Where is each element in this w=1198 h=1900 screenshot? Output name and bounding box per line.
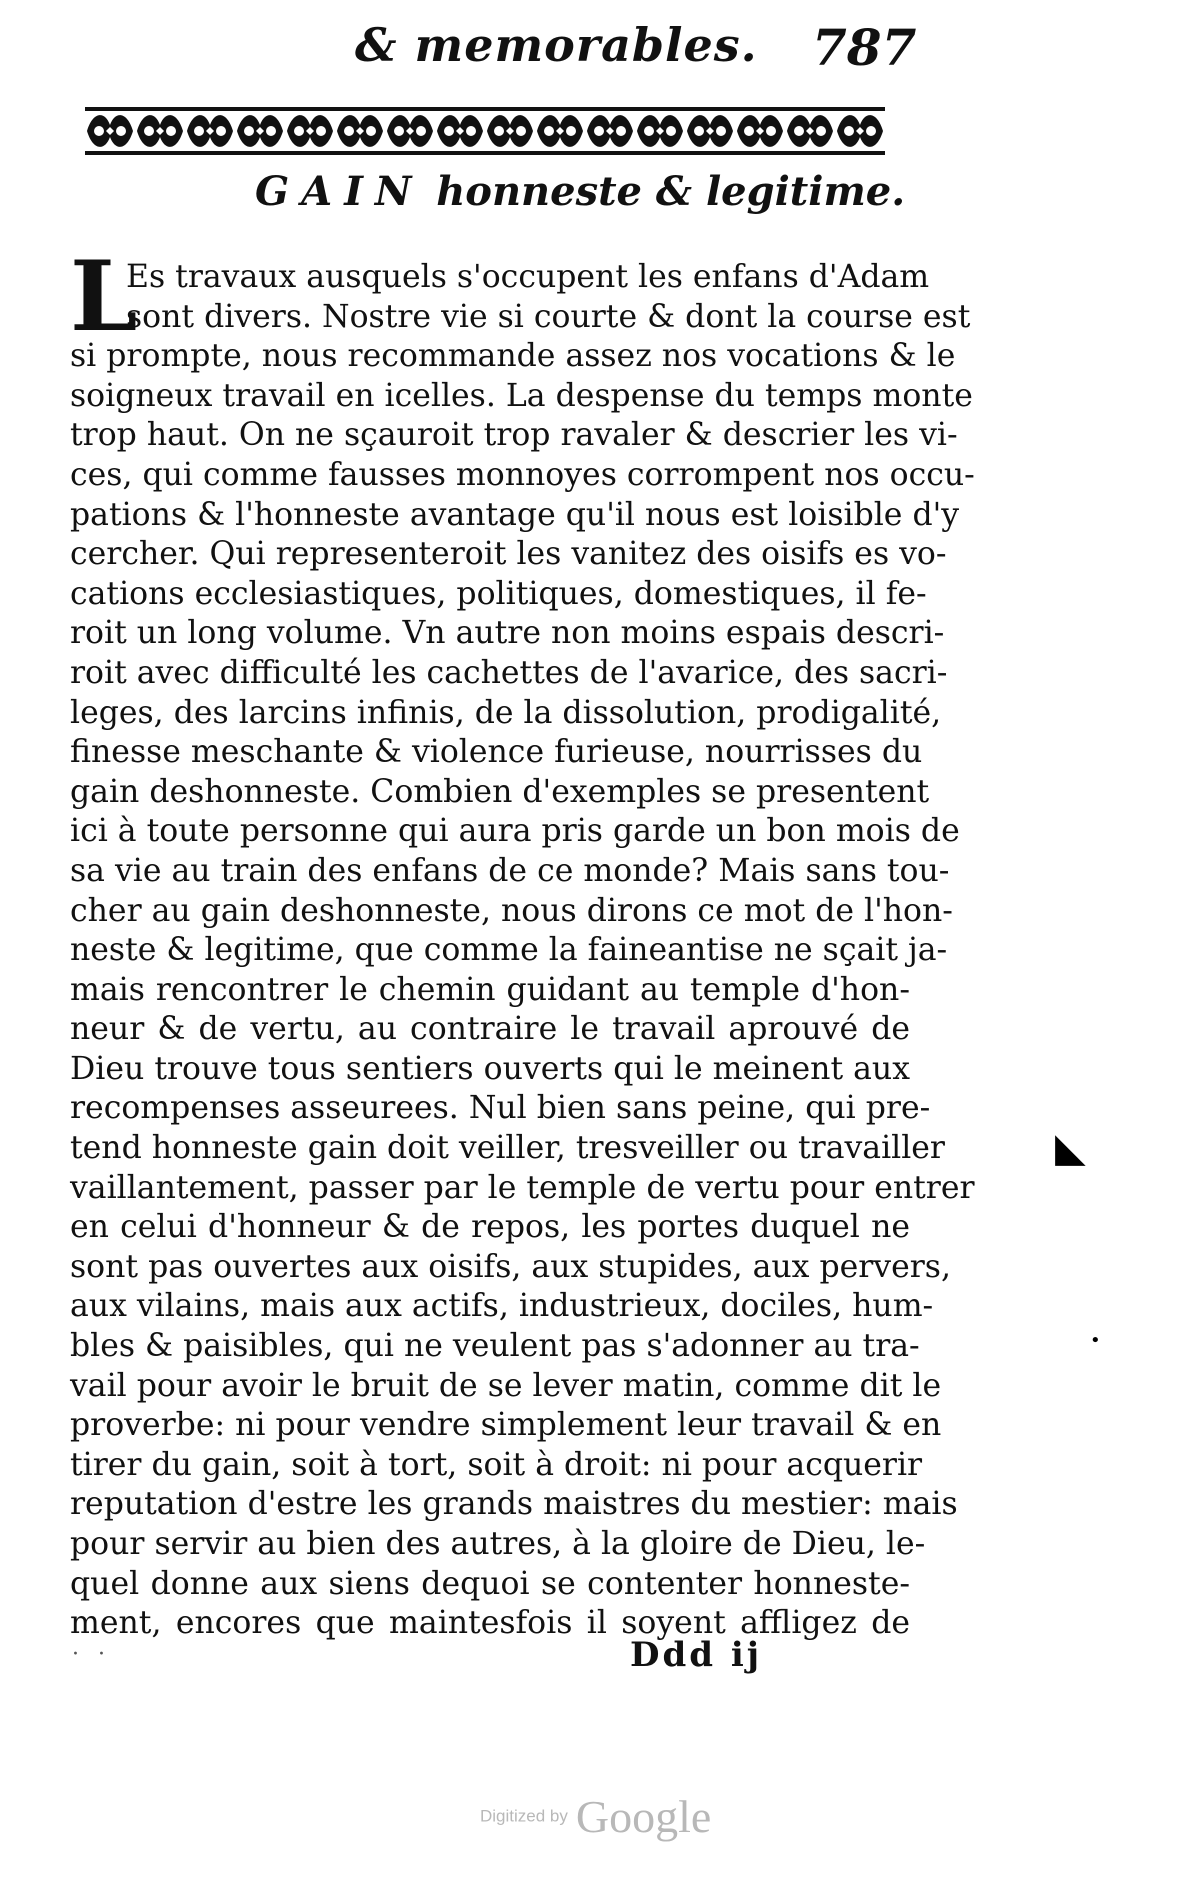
text-line: neur & de vertu, au contraire le travail aprouvé de (70, 1011, 910, 1048)
text-line: cations ecclesiastiques, politiques, domestiques, il fe- (70, 575, 927, 612)
text-line: cher au gain deshonneste, nous dirons ce mot de l'hon- (70, 892, 953, 929)
text-line: gain deshonneste. Combien d'exemples se presentent (70, 773, 930, 810)
text-line: neste & legitime, que comme la faineantise ne sçait ja- (70, 932, 948, 969)
text-line: quel donne aux siens dequoi se contenter honneste- (70, 1565, 910, 1602)
text-line: ces, qui comme fausses monnoyes corrompent nos occu- (70, 456, 975, 493)
text-line: ici à toute personne qui aura pris garde un bon mois de (70, 813, 960, 850)
text-line: Dieu trouve tous sentiers ouverts qui le meinent aux (70, 1050, 910, 1087)
text-line: sont divers. Nostre vie si courte & dont la course est (126, 298, 971, 335)
text-line: sa vie au train des enfans de ce monde? Mais sans tou- (70, 852, 950, 889)
text-line: ment, encores que maintesfois il soyent affligez de (70, 1605, 910, 1642)
heading-rest: honneste & legitime. (436, 168, 906, 215)
heading-caps: GAIN (255, 168, 424, 215)
text-line: en celui d'honneur & de repos, les portes duquel ne (70, 1209, 910, 1246)
text-line: aux vilains, mais aux actifs, industrieux, dociles, hum- (70, 1288, 934, 1325)
digitized-watermark (480, 1790, 711, 1843)
ink-blot-mark: ◣ (1055, 1125, 1086, 1171)
text-line: Es travaux ausquels s'occupent les enfans d'Adam (126, 259, 930, 295)
text-line: reputation d'estre les grands maistres du mestier: mais (70, 1486, 958, 1523)
text-line: vaillantement, passer par le temple de vertu pour entrer (70, 1169, 975, 1206)
text-line: finesse meschante & violence furieuse, nourrisses du (70, 734, 923, 771)
ornament-band (85, 105, 885, 157)
text-line: recompenses asseurees. Nul bien sans peine, qui pre- (70, 1090, 931, 1127)
text-line: sont pas ouvertes aux oisifs, aux stupides, aux pervers, (70, 1248, 951, 1285)
text-line: pour servir au bien des autres, à la gloire de Dieu, le- (70, 1526, 926, 1562)
section-heading (255, 168, 906, 215)
text-line: si prompte, nous recommande assez nos vocations & le (70, 338, 956, 375)
text-line: trop haut. On ne sçauroit trop ravaler & descrier les vi- (70, 417, 958, 454)
text-line: proverbe: ni pour vendre simplement leur travail & en (70, 1407, 942, 1444)
running-title: & memorables. (355, 18, 758, 72)
google-logo: Google (575, 1791, 712, 1842)
text-line: mais rencontrer le chemin guidant au temple d'hon- (70, 971, 910, 1008)
text-line: roit avec difficulté les cachettes de l'avarice, des sacri- (70, 654, 948, 691)
digitized-by-text: Digitized by (480, 1806, 568, 1826)
text-line: leges, des larcins infinis, de la dissolution, prodigalité, (70, 694, 942, 731)
text-line: tirer du gain, soit à tort, soit à droit: ni pour acquerir (70, 1446, 923, 1483)
body-text (70, 240, 975, 1644)
text-line: pations & l'honneste avantage qu'il nous est loisible d'y (70, 496, 960, 533)
signature-mark: Ddd ij (630, 1635, 763, 1675)
text-line: bles & paisibles, qui ne veulent pas s'adonner au tra- (70, 1328, 920, 1365)
page-number: 787 (812, 18, 917, 77)
drop-cap: L (70, 240, 138, 353)
text-line: soigneux travail en icelles. La despense du temps monte (70, 377, 973, 414)
text-line: roit un long volume. Vn autre non moins espais descri- (70, 615, 945, 652)
text-line: cercher. Qui representeroit les vanitez des oisifs es vo- (70, 536, 947, 573)
text-line: vail pour avoir le bruit de se lever matin, comme dit le (70, 1367, 942, 1404)
text-line: tend honneste gain doit veiller, tresveiller ou travailler (70, 1130, 945, 1167)
ink-dot-mark: • (1090, 1330, 1101, 1351)
print-specks: · · (72, 1642, 111, 1667)
